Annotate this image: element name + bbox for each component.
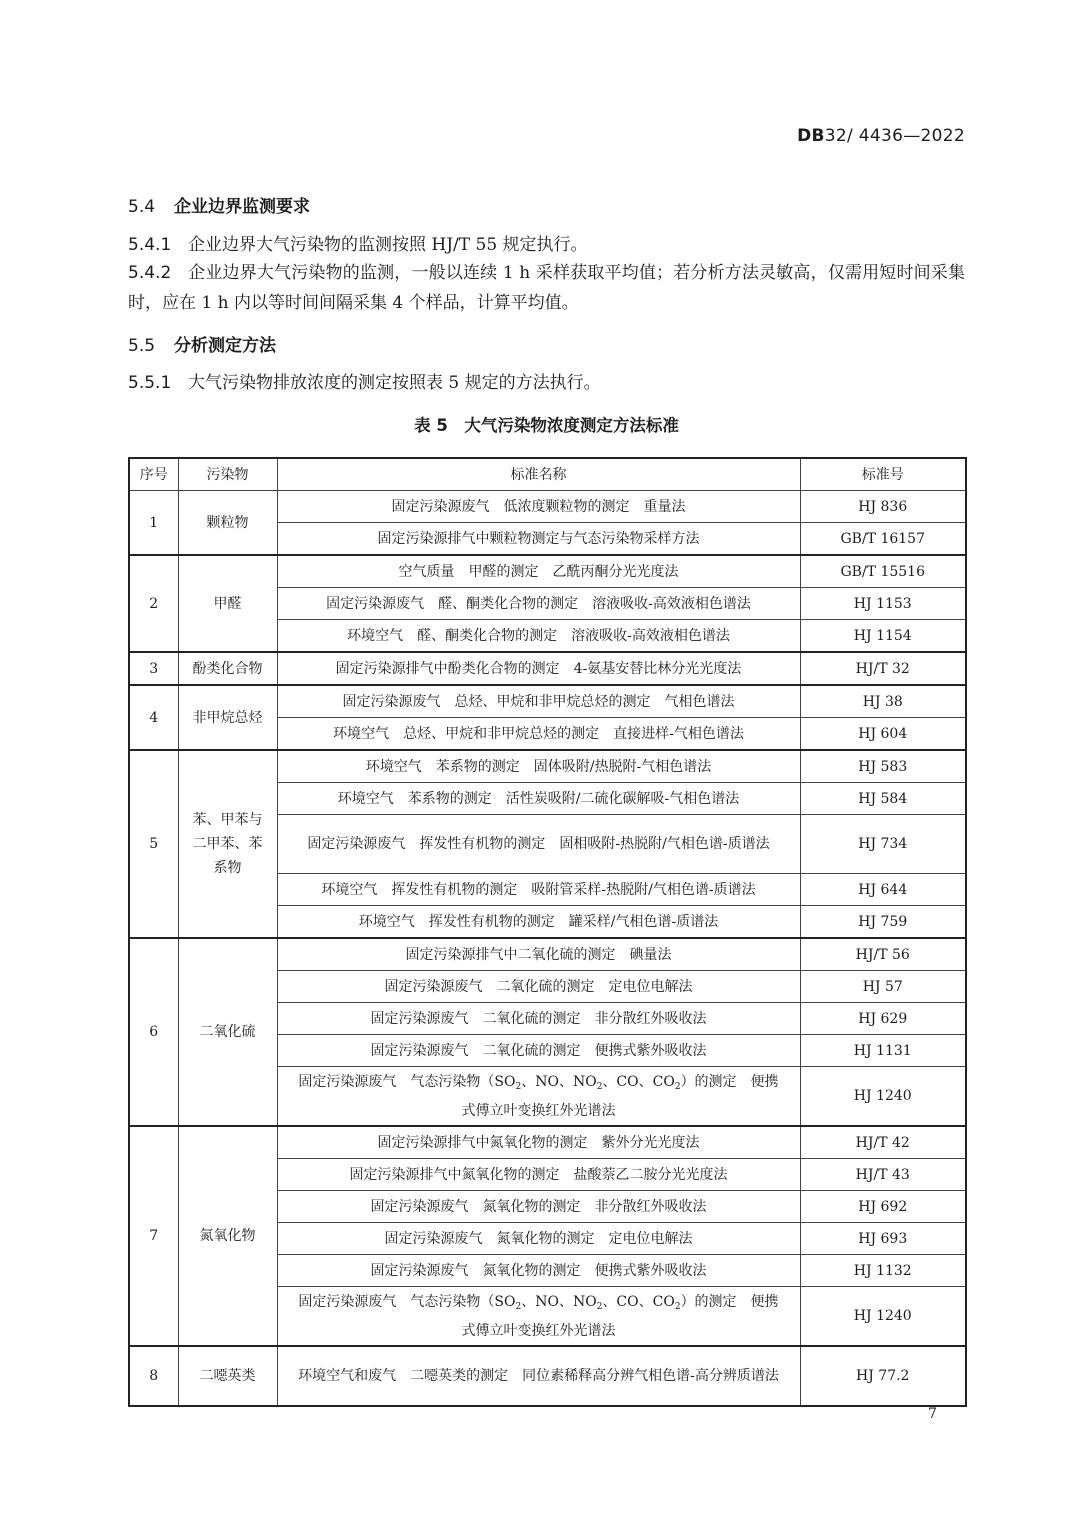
cell-pollutant: 苯、甲苯与二甲苯、苯系物 bbox=[178, 750, 277, 938]
section-5-5-heading bbox=[128, 331, 276, 356]
document-code bbox=[780, 126, 965, 146]
cell-standard-code: HJ 38 bbox=[800, 685, 966, 718]
cell-standard-name: 固定污染源废气 二氧化硫的测定 定电位电解法 bbox=[277, 971, 800, 1003]
cell-pollutant: 甲醛 bbox=[178, 555, 277, 652]
table-row bbox=[129, 1126, 966, 1159]
cell-standard-code: HJ 836 bbox=[800, 491, 966, 523]
cell-standard-name: 固定污染源排气中二氧化硫的测定 碘量法 bbox=[277, 938, 800, 971]
cell-standard-name: 环境空气 总烃、甲烷和非甲烷总烃的测定 直接进样-气相色谱法 bbox=[277, 718, 800, 751]
cell-seq: 4 bbox=[129, 685, 178, 750]
cell-pollutant: 酚类化合物 bbox=[178, 652, 277, 685]
cell-standard-code: HJ 629 bbox=[800, 1003, 966, 1035]
clause-number: 5.5.1 bbox=[128, 373, 172, 393]
cell-standard-name: 固定污染源废气 气态污染物（$SO_2$、NO、$NO_2$、CO、$CO_2$）的测定 便携式傅立叶变换红外光谱法 bbox=[277, 1287, 800, 1347]
cell-standard-name: 固定污染源排气中氮氧化物的测定 紫外分光光度法 bbox=[277, 1126, 800, 1159]
cell-standard-name: 环境空气 苯系物的测定 活性炭吸附/二硫化碳解吸-气相色谱法 bbox=[277, 783, 800, 815]
cell-standard-code: HJ 1240 bbox=[800, 1287, 966, 1347]
section-number: 5.5 bbox=[128, 336, 156, 356]
cell-standard-code: HJ 584 bbox=[800, 783, 966, 815]
clause-text: 大气污染物排放浓度的测定按照表 5 规定的方法执行。 bbox=[188, 373, 601, 393]
section-title: 企业边界监测要求 bbox=[174, 197, 310, 217]
cell-standard-name: 固定污染源废气 二氧化硫的测定 便携式紫外吸收法 bbox=[277, 1035, 800, 1067]
cell-standard-code: HJ 604 bbox=[800, 718, 966, 751]
section-number: 5.4 bbox=[128, 197, 156, 217]
clause-5-4-1 bbox=[128, 230, 965, 260]
cell-pollutant: 二噁英类 bbox=[178, 1346, 277, 1406]
clause-number: 5.4.2 bbox=[128, 263, 172, 283]
clause-number: 5.4.1 bbox=[128, 235, 172, 255]
cell-seq: 6 bbox=[129, 938, 178, 1126]
header-standard-code: 标准号 bbox=[800, 458, 966, 491]
section-title: 分析测定方法 bbox=[174, 336, 276, 356]
cell-standard-code: HJ 1154 bbox=[800, 620, 966, 653]
cell-pollutant: 非甲烷总烃 bbox=[178, 685, 277, 750]
cell-standard-name: 固定污染源废气 二氧化硫的测定 非分散红外吸收法 bbox=[277, 1003, 800, 1035]
table-row bbox=[129, 938, 966, 971]
cell-pollutant: 颗粒物 bbox=[178, 491, 277, 556]
table-row bbox=[129, 555, 966, 588]
cell-standard-name: 环境空气 苯系物的测定 固体吸附/热脱附-气相色谱法 bbox=[277, 750, 800, 783]
cell-standard-code: HJ 693 bbox=[800, 1223, 966, 1255]
document-code-number: 32/ 4436—2022 bbox=[824, 126, 965, 146]
cell-standard-name: 固定污染源废气 氮氧化物的测定 定电位电解法 bbox=[277, 1223, 800, 1255]
cell-standard-name: 环境空气和废气 二噁英类的测定 同位素稀释高分辨气相色谱-高分辨质谱法 bbox=[277, 1346, 800, 1406]
cell-standard-code: HJ 77.2 bbox=[800, 1346, 966, 1406]
cell-standard-code: HJ 583 bbox=[800, 750, 966, 783]
cell-standard-code: GB/T 15516 bbox=[800, 555, 966, 588]
cell-standard-code: HJ 1240 bbox=[800, 1067, 966, 1127]
clause-text: 企业边界大气污染物的监测，一般以连续 1 h 采样获取平均值；若分析方法灵敏高，仅需用短时间采集时，应在 1 h 内以等时间间隔采集 4 个样品，计算平均值。 bbox=[128, 263, 965, 313]
cell-standard-name: 固定污染源废气 总烃、甲烷和非甲烷总烃的测定 气相色谱法 bbox=[277, 685, 800, 718]
cell-seq: 3 bbox=[129, 652, 178, 685]
cell-standard-name: 环境空气 挥发性有机物的测定 吸附管采样-热脱附/气相色谱-质谱法 bbox=[277, 874, 800, 906]
clause-5-5-1 bbox=[128, 368, 965, 398]
table-caption: 表 5 大气污染物浓度测定方法标准 bbox=[414, 416, 679, 435]
cell-standard-code: HJ/T 43 bbox=[800, 1159, 966, 1191]
cell-seq: 2 bbox=[129, 555, 178, 652]
cell-standard-code: HJ/T 32 bbox=[800, 652, 966, 685]
cell-standard-code: HJ 1132 bbox=[800, 1255, 966, 1287]
cell-standard-code: HJ 57 bbox=[800, 971, 966, 1003]
cell-standard-name: 空气质量 甲醛的测定 乙酰丙酮分光光度法 bbox=[277, 555, 800, 588]
cell-seq: 8 bbox=[129, 1346, 178, 1406]
cell-standard-name: 固定污染源废气 氮氧化物的测定 非分散红外吸收法 bbox=[277, 1191, 800, 1223]
cell-standard-name: 固定污染源废气 氮氧化物的测定 便携式紫外吸收法 bbox=[277, 1255, 800, 1287]
cell-standard-name: 固定污染源排气中颗粒物测定与气态污染物采样方法 bbox=[277, 523, 800, 556]
cell-standard-code: HJ 692 bbox=[800, 1191, 966, 1223]
section-5-4-heading bbox=[128, 192, 310, 217]
table-row bbox=[129, 491, 966, 523]
document-code-prefix: DB bbox=[797, 126, 825, 146]
cell-standard-code: HJ 734 bbox=[800, 815, 966, 874]
cell-seq: 5 bbox=[129, 750, 178, 938]
cell-seq: 1 bbox=[129, 491, 178, 556]
cell-standard-code: HJ 759 bbox=[800, 906, 966, 939]
cell-standard-name: 固定污染源废气 醛、酮类化合物的测定 溶液吸收-高效液相色谱法 bbox=[277, 588, 800, 620]
cell-standard-name: 环境空气 醛、酮类化合物的测定 溶液吸收-高效液相色谱法 bbox=[277, 620, 800, 653]
standards-table bbox=[128, 457, 967, 1407]
table-row bbox=[129, 652, 966, 685]
cell-pollutant: 二氧化硫 bbox=[178, 938, 277, 1126]
cell-standard-name: 固定污染源废气 气态污染物（$SO_2$、NO、$NO_2$、CO、$CO_2$）的测定 便携式傅立叶变换红外光谱法 bbox=[277, 1067, 800, 1127]
header-pollutant: 污染物 bbox=[178, 458, 277, 491]
clause-5-4-2 bbox=[128, 258, 965, 318]
page-number: 7 bbox=[928, 1406, 937, 1422]
cell-standard-code: HJ 1131 bbox=[800, 1035, 966, 1067]
header-seq: 序号 bbox=[129, 458, 178, 491]
cell-pollutant: 氮氧化物 bbox=[178, 1126, 277, 1346]
cell-seq: 7 bbox=[129, 1126, 178, 1346]
clause-text: 企业边界大气污染物的监测按照 HJ/T 55 规定执行。 bbox=[188, 235, 588, 255]
cell-standard-name: 固定污染源废气 低浓度颗粒物的测定 重量法 bbox=[277, 491, 800, 523]
cell-standard-name: 固定污染源排气中酚类化合物的测定 4-氨基安替比林分光光度法 bbox=[277, 652, 800, 685]
cell-standard-code: HJ/T 56 bbox=[800, 938, 966, 971]
table-row bbox=[129, 750, 966, 783]
header-standard-name: 标准名称 bbox=[277, 458, 800, 491]
cell-standard-code: HJ 1153 bbox=[800, 588, 966, 620]
table-body bbox=[129, 491, 966, 1407]
table-row bbox=[129, 685, 966, 718]
cell-standard-name: 固定污染源排气中氮氧化物的测定 盐酸萘乙二胺分光光度法 bbox=[277, 1159, 800, 1191]
table-header-row bbox=[129, 458, 966, 491]
cell-standard-name: 环境空气 挥发性有机物的测定 罐采样/气相色谱-质谱法 bbox=[277, 906, 800, 939]
cell-standard-code: GB/T 16157 bbox=[800, 523, 966, 556]
cell-standard-code: HJ/T 42 bbox=[800, 1126, 966, 1159]
cell-standard-code: HJ 644 bbox=[800, 874, 966, 906]
cell-standard-name: 固定污染源废气 挥发性有机物的测定 固相吸附-热脱附/气相色谱-质谱法 bbox=[277, 815, 800, 874]
table-row bbox=[129, 1346, 966, 1406]
